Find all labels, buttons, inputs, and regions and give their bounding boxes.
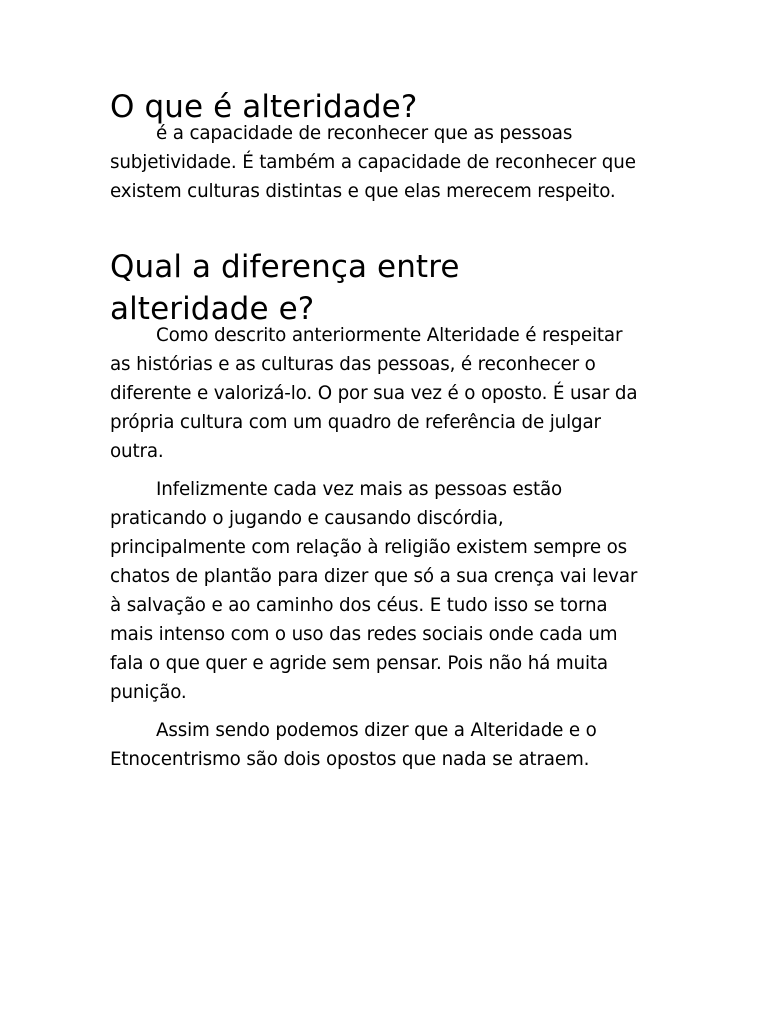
text-line: Infelizmente cada vez mais as pessoas estão xyxy=(156,479,563,500)
text-line: é a capacidade de reconhecer que as pessoas xyxy=(156,123,573,144)
text-line: as histórias e as culturas das pessoas, é reconhecer o xyxy=(110,354,596,375)
text-line: própria cultura com um quadro de referência de julgar xyxy=(110,412,601,433)
paragraph-discord xyxy=(110,475,670,707)
text-line: fala o que quer e agride sem pensar. Pois não há muita xyxy=(110,653,608,674)
text-line: subjetividade. É também a capacidade de reconhecer que xyxy=(110,152,636,173)
text-line: praticando o jugando e causando discórdia, xyxy=(110,508,504,529)
text-line: diferente e valorizá-lo. O por sua vez é o oposto. É usar da xyxy=(110,383,638,404)
text-line: mais intenso com o uso das redes sociais onde cada um xyxy=(110,624,618,645)
paragraph-definition xyxy=(110,119,670,206)
text-line: Assim sendo podemos dizer que a Alteridade e o xyxy=(156,720,597,741)
text-line: Como descrito anteriormente Alteridade é respeitar xyxy=(156,325,623,346)
text-line: chatos de plantão para dizer que só a sua crença vai levar xyxy=(110,566,638,587)
text-line: outra. xyxy=(110,441,164,462)
heading-line: Qual a diferença entre xyxy=(110,249,460,285)
paragraph-comparison xyxy=(110,321,670,466)
text-line: existem culturas distintas e que elas merecem respeito. xyxy=(110,181,616,202)
text-line: punição. xyxy=(110,682,187,703)
heading-line: alteridade e? xyxy=(110,291,315,327)
text-line: principalmente com relação à religião existem sempre os xyxy=(110,537,628,558)
section-heading-alteridade: O que é alteridade? xyxy=(110,89,418,125)
text-line: à salvação e ao caminho dos céus. E tudo isso se torna xyxy=(110,595,608,616)
section-heading-diferenca xyxy=(110,246,670,330)
document-page xyxy=(110,86,670,774)
paragraph-conclusion xyxy=(110,716,670,774)
text-line: Etnocentrismo são dois opostos que nada se atraem. xyxy=(110,749,590,770)
